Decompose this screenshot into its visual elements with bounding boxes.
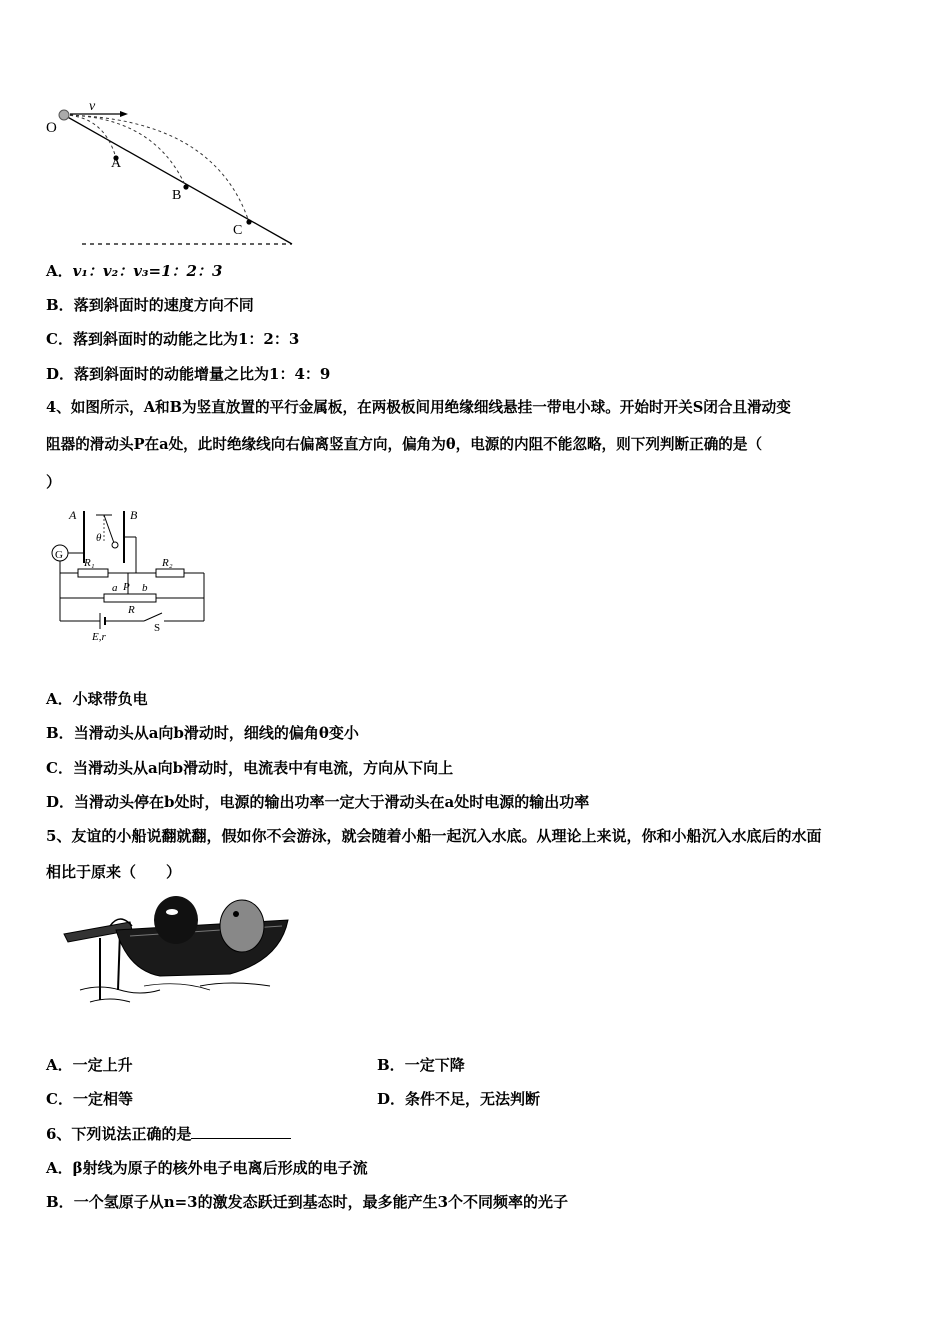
q6-option-b: B．一个氢原子从n=3的激发态跃迁到基态时，最多能产生3个不同频率的光子 <box>46 1193 569 1211</box>
q3-option-a: A．v₁：v₂：v₃=1：2：3 <box>46 262 223 280</box>
q5-stem-line1: 5、友谊的小船说翻就翻，假如你不会游泳，就会随着小船一起沉入水底。从理论上来说，你和小船沉入水底后的水面 <box>46 827 822 845</box>
label-s: S <box>154 622 161 634</box>
label-a: A <box>111 156 122 171</box>
q5-option-a: A．一定上升 <box>46 1056 133 1074</box>
q4-stem-line1: 4、如图所示，A和B为竖直放置的平行金属板，在两极板间用绝缘细线悬挂一带电小球。开始时开关S闭合且滑动变 <box>46 399 791 416</box>
q5-stem-line2: 相比于原来（ ） <box>46 863 182 881</box>
q4-option-d: D．当滑动头停在b处时，电源的输出功率一定大于滑动头在a处时电源的输出功率 <box>46 793 590 811</box>
label-c: C <box>233 223 243 238</box>
label-p: P <box>123 581 130 593</box>
q6-option-a: A．β射线为原子的核外电子电离后形成的电子流 <box>46 1159 368 1177</box>
q3-option-d: D．落到斜面时的动能增量之比为1：4：9 <box>46 365 331 383</box>
q4-stem-line3: ） <box>46 473 62 491</box>
q6-stem: 6、下列说法正确的是 <box>46 1124 291 1144</box>
q4-option-c: C．当滑动头从a向b滑动时，电流表中有电流，方向从下向上 <box>46 759 454 777</box>
q3-option-c: C．落到斜面时的动能之比为1：2：3 <box>46 330 300 348</box>
boat-illustration <box>60 890 300 1020</box>
answer-blank <box>191 1124 291 1139</box>
label-a: a <box>112 582 118 594</box>
label-o: O <box>46 120 57 136</box>
q5-option-c: C．一定相等 <box>46 1090 133 1108</box>
q4-stem-line2: 阻器的滑动头P在a处，此时绝缘线向右偏离竖直方向，偏角为θ，电源的内阻不能忽略，则下列判断正确的是（ <box>46 436 763 453</box>
label-g: G <box>55 549 63 561</box>
q5-option-d: D．条件不足，无法判断 <box>377 1090 541 1108</box>
label-plate-a: A <box>69 508 77 522</box>
label-theta: θ <box>96 532 102 544</box>
label-plate-b: B <box>130 508 138 522</box>
label-v: v <box>89 99 96 114</box>
q4-option-a: A．小球带负电 <box>46 690 148 708</box>
q4-option-b: B．当滑动头从a向b滑动时，细线的偏角θ变小 <box>46 724 359 742</box>
label-b: b <box>142 582 148 594</box>
label-er: E,r <box>92 631 106 643</box>
label-b: B <box>172 188 182 203</box>
q3-option-b: B．落到斜面时的速度方向不同 <box>46 296 254 314</box>
q3-option-a-text: v₁：v₂：v₃=1：2：3 <box>72 262 223 280</box>
circuit-figure <box>44 503 214 643</box>
label-r: R <box>128 604 135 616</box>
incline-projectile-figure <box>44 98 300 250</box>
label-r2: R₂ <box>162 557 173 569</box>
q5-option-b: B．一定下降 <box>377 1056 465 1074</box>
label-r1: R₁ <box>84 557 95 569</box>
